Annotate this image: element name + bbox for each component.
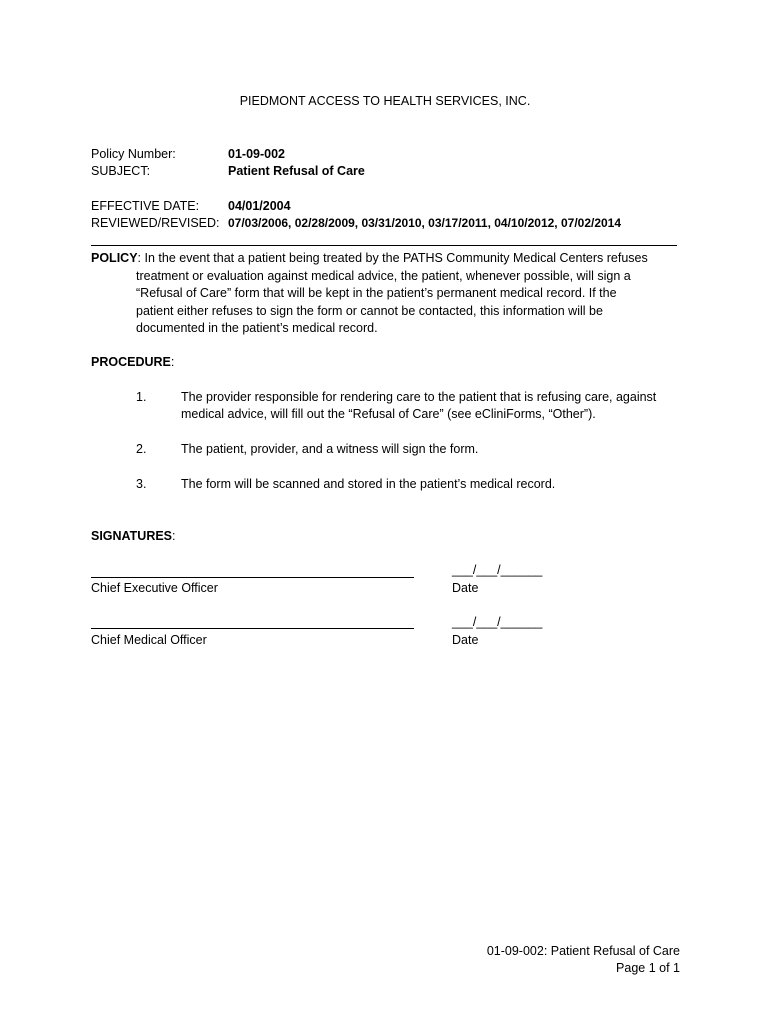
signatures-heading [91, 529, 176, 543]
cmo-signature-label: Chief Medical Officer [91, 633, 207, 647]
cmo-signature-line[interactable] [91, 628, 414, 629]
step-number: 2. [136, 442, 147, 456]
policy-line-3: “Refusal of Care” form that will be kept in the patient’s permanent medical record. If the [136, 286, 617, 300]
cmo-date-blank[interactable]: ___/___/______ [452, 615, 543, 629]
policy-line-4: patient either refuses to sign the form or cannot be contacted, this information will be [136, 304, 603, 318]
signatures-heading-colon: : [172, 529, 176, 543]
signatures-heading-text: SIGNATURES [91, 529, 173, 543]
footer-page-number: Page 1 of 1 [616, 961, 680, 975]
ceo-date-blank[interactable]: ___/___/______ [452, 563, 543, 577]
effective-date-value: 04/01/2004 [228, 199, 291, 213]
policy-line-2: treatment or evaluation against medical advice, the patient, whenever possible, will sign a [136, 269, 631, 283]
cmo-date-label: Date [452, 633, 479, 647]
ceo-signature-label: Chief Executive Officer [91, 581, 218, 595]
policy-line-5: documented in the patient’s medical record. [136, 321, 378, 335]
policy-first-line [91, 251, 648, 265]
step-text: The provider responsible for rendering care to the patient that is refusing care, against [181, 390, 657, 404]
policy-label: POLICY [91, 251, 138, 265]
policy-line-1: : In the event that a patient being treated by the PATHS Community Medical Centers refuses [137, 251, 648, 265]
subject-value: Patient Refusal of Care [228, 164, 365, 178]
organization-title: PIEDMONT ACCESS TO HEALTH SERVICES, INC. [239, 94, 531, 108]
step-text: The form will be scanned and stored in the patient’s medical record. [181, 477, 556, 491]
step-number: 3. [136, 477, 147, 491]
effective-date-label: EFFECTIVE DATE: [91, 199, 200, 213]
procedure-heading-text: PROCEDURE [91, 355, 171, 369]
procedure-heading [91, 355, 174, 369]
policy-number-label: Policy Number: [91, 147, 176, 161]
reviewed-dates-value: 07/03/2006, 02/28/2009, 03/31/2010, 03/17/2011, 04/10/2012, 07/02/2014 [228, 216, 622, 230]
step-text: The patient, provider, and a witness will sign the form. [181, 442, 479, 456]
ceo-signature-line[interactable] [91, 577, 414, 578]
policy-number-value: 01-09-002 [228, 147, 285, 161]
footer-doc-ref: 01-09-002: Patient Refusal of Care [486, 944, 680, 958]
header-divider [91, 245, 677, 246]
procedure-heading-colon: : [170, 355, 175, 369]
ceo-date-label: Date [452, 581, 479, 595]
reviewed-label: REVIEWED/REVISED: [91, 216, 220, 230]
subject-label: SUBJECT: [91, 164, 151, 178]
step-text: medical advice, will fill out the “Refusal of Care” (see eCliniForms, “Other”). [181, 407, 596, 421]
step-number: 1. [136, 390, 147, 404]
